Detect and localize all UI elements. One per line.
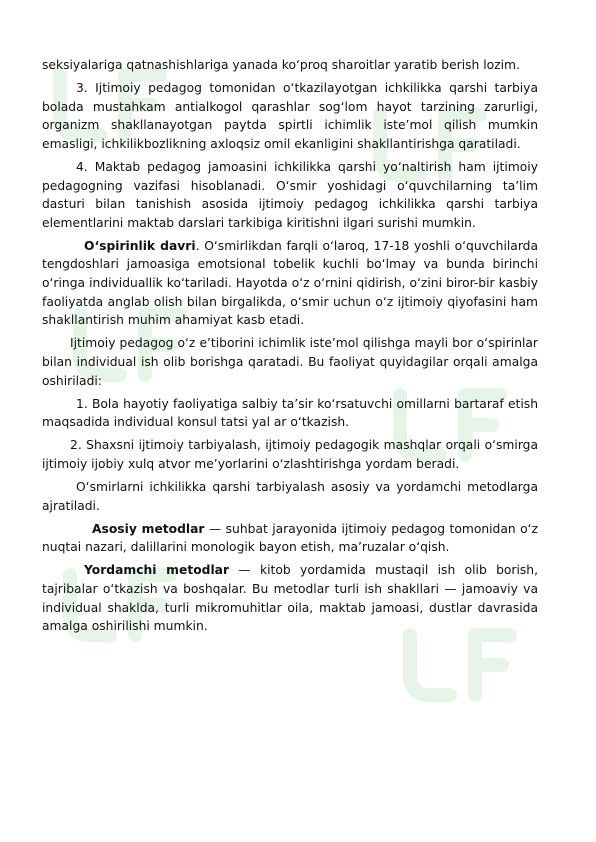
paragraph-9 (42, 520, 538, 557)
paragraph-6 (42, 395, 538, 432)
paragraph-1 (42, 56, 538, 75)
paragraph-6-text: 1. Bola hayotiy faoliyatiga salbiy ta’sir ko‘rsatuvchi omillarni bartaraf etish maqsadida individual konsul tatsi yal ar o‘tkazish. (42, 396, 538, 430)
paragraph-4-text: . O‘smirlikdan farqli o‘laroq, 17-18 yoshli o‘quvchilarda tengdoshlari jamoasiga emotsional tobelik kuchli bo‘lmay va bunda birinchi o‘ringa individuallik ko‘tariladi. Hayotda o‘z o‘rnini qidirish, o‘zini biror-bir kasbiy faoliyatda anglab olish bilan birgalikda, o‘smir uchun o‘z ijtimoiy qiyofasini ham shakllantirish muhim ahamiyat kasb etadi. (42, 238, 539, 328)
paragraph-1-text: seksiyalariga qatnashishlariga yanada ko‘proq sharoitlar yaratib berish lozim. (42, 58, 520, 72)
paragraph-2 (42, 79, 538, 153)
paragraph-7 (42, 436, 538, 473)
paragraph-4 (42, 237, 538, 330)
document-page (42, 56, 538, 640)
paragraph-10 (42, 561, 538, 635)
paragraph-5 (42, 334, 538, 390)
paragraph-8-text: O‘smirlarni ichkilikka qarshi tarbiyalash asosiy va yordamchi metodlarga ajratiladi. (42, 479, 538, 513)
paragraph-8 (42, 478, 538, 515)
paragraph-3-text: 4. Maktab pedagog jamoasini ichkilikka qarshi yo‘naltirish ham ijtimoiy pedagogning vazifasi hisoblanadi. O‘smir yoshidagi o‘quvchilarning ta’lim dasturi bilan tanishish asosida ijtimoiy pedagog ichkilikka qarshi tarbiya elementlarini maktab darslari tarkibiga kiritishni ilgari surishi mumkin. (42, 159, 538, 230)
paragraph-2-text: 3. Ijtimoiy pedagog tomonidan o‘tkazilayotgan ichkilikka qarshi tarbiya bolada mustahkam antialkogol qarashlar sog‘lom hayot tarzining zarurligi, organizm shakllanayotgan paytda spirtli ichimlik iste’mol qilish mumkin emasligi, ichkilikbozlikning axloqsiz omil ekanligini shakllantirishga qaratiladi. (42, 81, 538, 151)
paragraph-9-heading: Asosiy metodlar (92, 521, 205, 536)
paragraph-10-heading: Yordamchi metodlar (84, 563, 230, 578)
paragraph-7-text: 2. Shaxsni ijtimoiy tarbiyalash, ijtimoiy pedagogik mashqlar orqali o‘smirga ijtimoiy ijobiy xulq atvor me’yorlarini o‘zlashtirishga yordam beradi. (42, 438, 538, 471)
paragraph-9-text: — suhbat jarayonida ijtimoiy pedagog tomonidan o‘z nuqtai nazari, dalillarini monologik bayon etish, ma’ruzalar o‘qish. (42, 521, 538, 555)
paragraph-5-text: Ijtimoiy pedagog o‘z e’tiborini ichimlik iste’mol qilishga mayli bor o‘spirinlar bilan individual ish olib borishga qaratadi. Bu faoliyat quyidagilar orqali amalga oshiriladi: (42, 336, 538, 388)
paragraph-3 (42, 158, 538, 232)
paragraph-10-text: — kitob yordamida mustaqil ish olib borish, tajribalar o‘tkazish va boshqalar. Bu metodlar turli ish shakllari — jamoaviy va individual shaklda, turli mikromuhitlar oila, maktab jamoasi, dustlar davrasida amalga oshirilishi mumkin. (42, 563, 538, 634)
paragraph-4-heading: O‘spirinlik davri (84, 238, 196, 253)
